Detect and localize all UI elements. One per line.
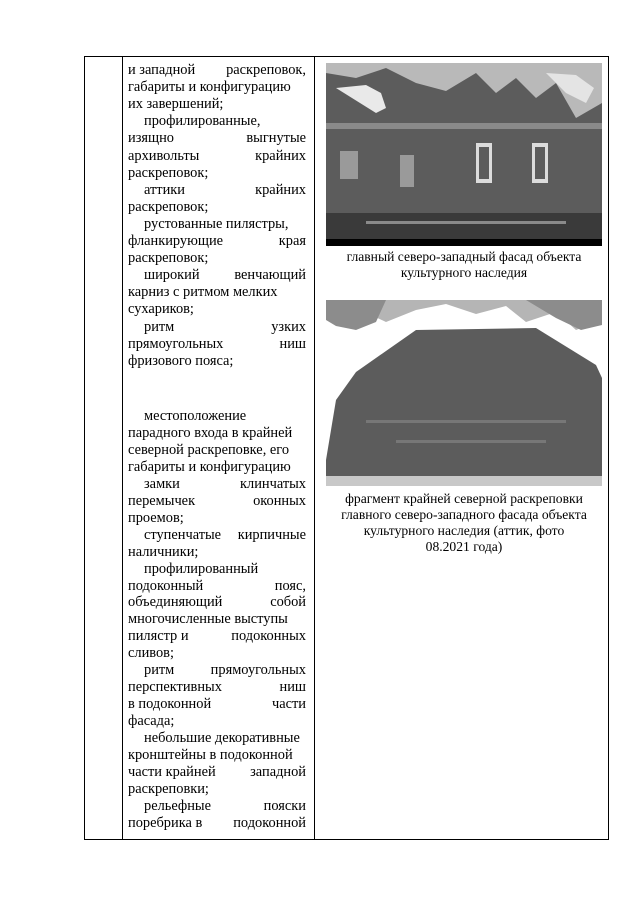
desc-line: многочисленные выступы <box>128 611 288 628</box>
facade-photo-image <box>326 63 602 246</box>
desc-word: изящно <box>128 130 174 147</box>
caption-line: главный северо-западный фасад объекта <box>346 249 582 264</box>
desc-word: фланкирующие <box>128 233 224 249</box>
desc-word: ритм <box>144 318 175 335</box>
desc-line <box>128 148 306 164</box>
desc-word: пилястр и <box>128 628 189 645</box>
desc-line <box>128 679 306 695</box>
desc-word: пояс, <box>274 577 306 594</box>
desc-line: северной раскреповке, его <box>128 441 290 458</box>
desc-line <box>144 798 306 814</box>
desc-line <box>128 493 306 509</box>
caption-line: культурного наследия <box>400 265 528 280</box>
desc-line: профилированный <box>144 560 259 577</box>
desc-word: кирпичные <box>237 526 306 543</box>
desc-line: раскреповок; <box>128 198 209 215</box>
desc-line: карниз с ритмом мелких <box>128 284 278 301</box>
caption-line: 08.2021 года) <box>425 539 503 554</box>
desc-word: подоконных <box>231 628 306 645</box>
desc-word: объединяющий <box>128 594 223 611</box>
desc-line <box>144 182 306 198</box>
desc-line <box>128 578 306 594</box>
desc-word: части крайней <box>128 763 216 780</box>
desc-line <box>128 815 306 831</box>
desc-line <box>144 527 306 543</box>
desc-line <box>128 696 306 712</box>
desc-line <box>144 476 306 492</box>
desc-line <box>144 267 306 283</box>
desc-word: части <box>271 696 306 713</box>
desc-word: края <box>278 233 306 249</box>
desc-word: раскреповок, <box>226 62 306 78</box>
desc-line: кронштейны в подоконной <box>128 747 293 763</box>
desc-word: оконных <box>253 492 306 509</box>
desc-word: архивольты <box>128 147 200 164</box>
desc-line <box>128 62 306 78</box>
desc-word: аттики <box>144 181 185 198</box>
desc-line: фасада; <box>128 713 175 730</box>
attic-photo-image <box>326 300 602 486</box>
desc-line: наличники; <box>128 543 199 560</box>
desc-line: габариты и конфигурацию <box>128 79 291 96</box>
desc-line <box>128 764 306 780</box>
desc-word: ритм <box>144 662 175 679</box>
desc-word: ниш <box>279 679 306 696</box>
desc-line: рустованные пилястры, <box>144 215 289 232</box>
desc-word: узких <box>271 318 306 335</box>
desc-line: парадного входа в крайней <box>128 424 293 441</box>
desc-line <box>144 319 306 335</box>
desc-line <box>128 594 306 610</box>
desc-word: перемычек <box>128 492 196 509</box>
desc-line <box>128 233 306 249</box>
desc-line <box>128 130 306 146</box>
desc-line: сливов; <box>128 645 174 662</box>
attic-photo <box>326 300 602 486</box>
desc-line: раскреповок; <box>128 164 209 181</box>
desc-word: выгнутые <box>246 130 306 147</box>
desc-word: ступенчатые <box>144 526 222 543</box>
desc-line <box>144 662 306 678</box>
desc-word: широкий <box>144 267 200 284</box>
desc-word: замки <box>144 475 180 492</box>
caption-line: культурного наследия (аттик, фото <box>363 523 565 538</box>
desc-word: венчающий <box>234 267 306 284</box>
desc-word: крайних <box>255 147 306 164</box>
desc-word: собой <box>270 594 306 611</box>
desc-word: перспективных <box>128 679 222 696</box>
desc-line: раскреповок; <box>128 250 209 267</box>
facade-photo <box>326 63 602 246</box>
desc-word: клинчатых <box>240 475 306 492</box>
desc-word: прямоугольных <box>128 335 224 352</box>
desc-word: подоконной <box>233 814 306 831</box>
desc-word: в подоконной <box>128 696 212 713</box>
desc-line: проемов; <box>128 509 184 526</box>
desc-line: раскреповки; <box>128 780 209 797</box>
desc-line: их завершений; <box>128 96 224 113</box>
desc-line <box>128 336 306 352</box>
desc-word: и западной <box>128 62 196 78</box>
table-divider-2 <box>314 56 315 840</box>
attic-photo-caption <box>320 491 608 555</box>
desc-line: профилированные, <box>144 113 261 130</box>
desc-word: прямоугольных <box>210 662 306 679</box>
desc-word: ниш <box>279 335 306 352</box>
caption-line: главного северо-западного фасада объекта <box>341 507 587 522</box>
desc-word: западной <box>250 763 306 780</box>
facade-photo-caption <box>320 249 608 281</box>
desc-word: рельефные <box>144 797 211 814</box>
desc-word: поребрика в <box>128 814 203 831</box>
table-border-bottom <box>84 839 609 840</box>
desc-line: сухариков; <box>128 301 194 318</box>
table-divider-1 <box>122 56 123 840</box>
desc-word: крайних <box>255 181 306 198</box>
desc-line: габариты и конфигурацию <box>128 458 291 475</box>
table-border-top <box>84 56 609 57</box>
desc-word: подоконный <box>128 577 204 594</box>
table-border-right <box>608 56 609 840</box>
desc-word: пояски <box>263 797 306 814</box>
table-border-left <box>84 56 85 840</box>
desc-line: небольшие декоративные <box>144 730 300 747</box>
caption-line: фрагмент крайней северной раскреповки <box>345 491 583 506</box>
desc-line <box>128 628 306 644</box>
desc-line: местоположение <box>144 408 247 424</box>
desc-line: фризового пояса; <box>128 352 234 369</box>
